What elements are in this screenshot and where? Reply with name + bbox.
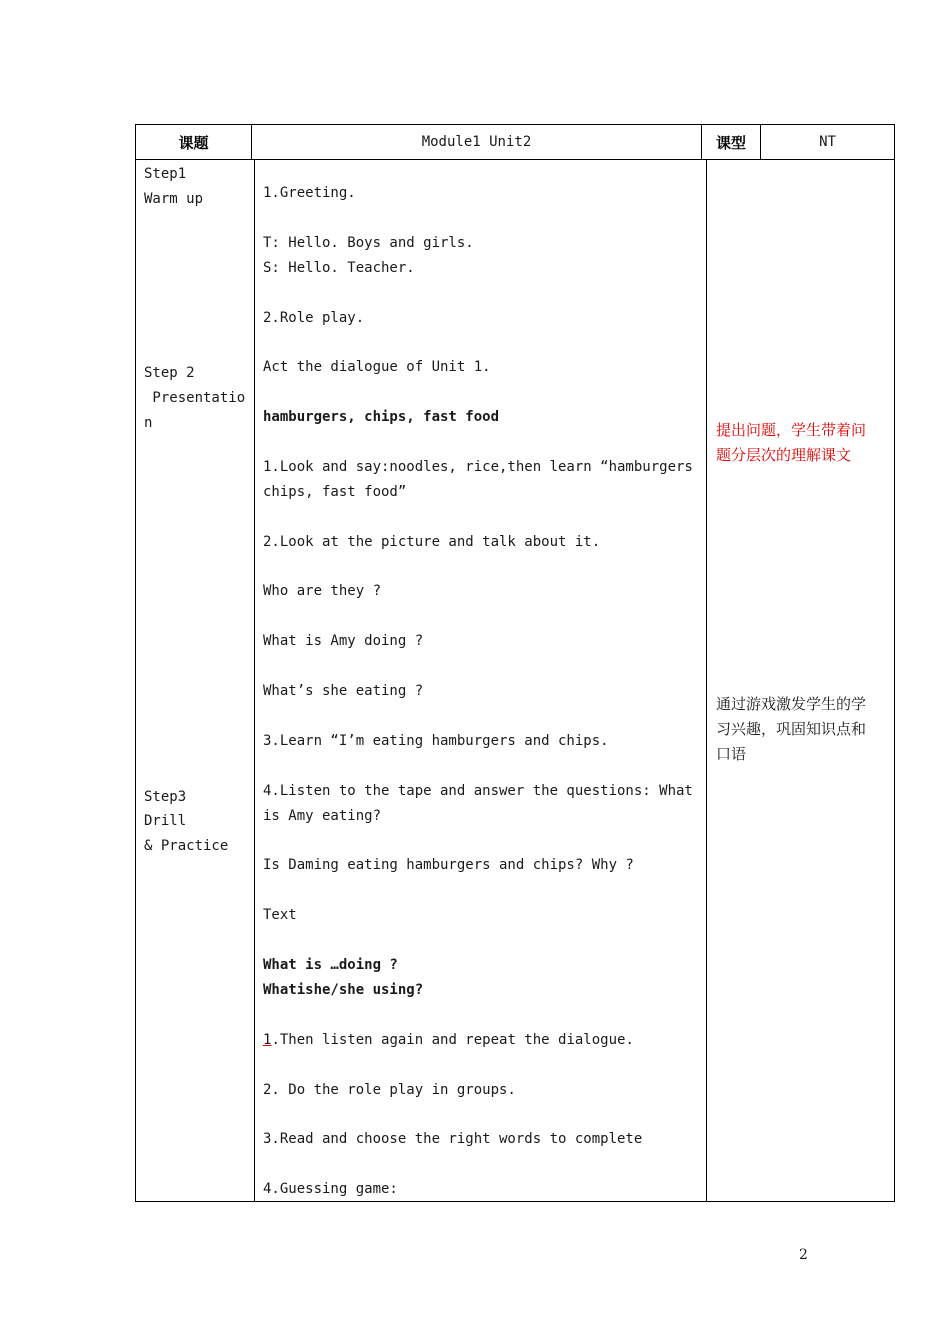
content-line: What is Amy doing ? [263, 633, 424, 649]
step-label: Step1 [144, 166, 187, 182]
note-line: 题分层次的理解课文 [716, 446, 852, 464]
content-line: 2.Role play. [263, 310, 365, 326]
step-label: Warm up [144, 191, 204, 207]
step-label: & Practice [144, 838, 229, 854]
header-row [135, 124, 895, 160]
step-label: n [144, 415, 153, 431]
content-line: 3.Learn “I’m eating hamburgers and chips. [263, 733, 609, 749]
content-line: What’s she eating ? [263, 683, 424, 699]
note-line: 口语 [716, 745, 747, 763]
topic-label: 课题 [178, 133, 209, 152]
content-line: S: Hello. Teacher. [263, 260, 415, 276]
content-line: is Amy eating? [263, 808, 382, 824]
content-line: 4.Listen to the tape and answer the questions: What [263, 783, 693, 799]
page-number: 2 [799, 1247, 808, 1263]
step-label: Step 2 [144, 365, 195, 381]
content-line: What is …doing ? [263, 957, 398, 973]
content-line: Whatishe/she using? [263, 982, 424, 998]
content-line: Text [263, 907, 297, 923]
note-line: 通过游戏激发学生的学 [716, 695, 867, 713]
list-number: 1 [263, 1032, 272, 1048]
content-line: hamburgers, chips, fast food [263, 409, 500, 425]
content-line: T: Hello. Boys and girls. [263, 235, 474, 251]
type-value: NT [819, 134, 836, 150]
topic-value: Module1 Unit2 [421, 134, 532, 150]
content-line: chips, fast food” [263, 484, 407, 500]
divider [254, 160, 255, 1201]
note-line: 习兴趣，巩固知识点和 [716, 720, 867, 738]
content-line: 1.Greeting. [263, 185, 356, 201]
note-line: 提出问题，学生带着问 [716, 421, 867, 439]
content-line: 3.Read and choose the right words to complete [263, 1131, 643, 1147]
step-label: Step3 [144, 789, 187, 805]
content-line: 2.Look at the picture and talk about it. [263, 534, 601, 550]
content-text: .Then listen again and repeat the dialogue. [271, 1032, 634, 1048]
content-line: Who are they ? [263, 583, 382, 599]
content-line: 4.Guessing game: [263, 1181, 398, 1197]
content-line: 1.Look and say:noodles, rice,then learn “hamburgers [263, 459, 693, 475]
content-line: Is Daming eating hamburgers and chips? Why ? [263, 857, 634, 873]
content-line [263, 1028, 634, 1053]
type-label: 课型 [715, 133, 746, 152]
step-label: Presentatio [144, 390, 246, 406]
content-line: Act the dialogue of Unit 1. [263, 359, 491, 375]
step-label: Drill [144, 813, 187, 829]
divider [706, 160, 707, 1201]
content-line: 2. Do the role play in groups. [263, 1082, 516, 1098]
